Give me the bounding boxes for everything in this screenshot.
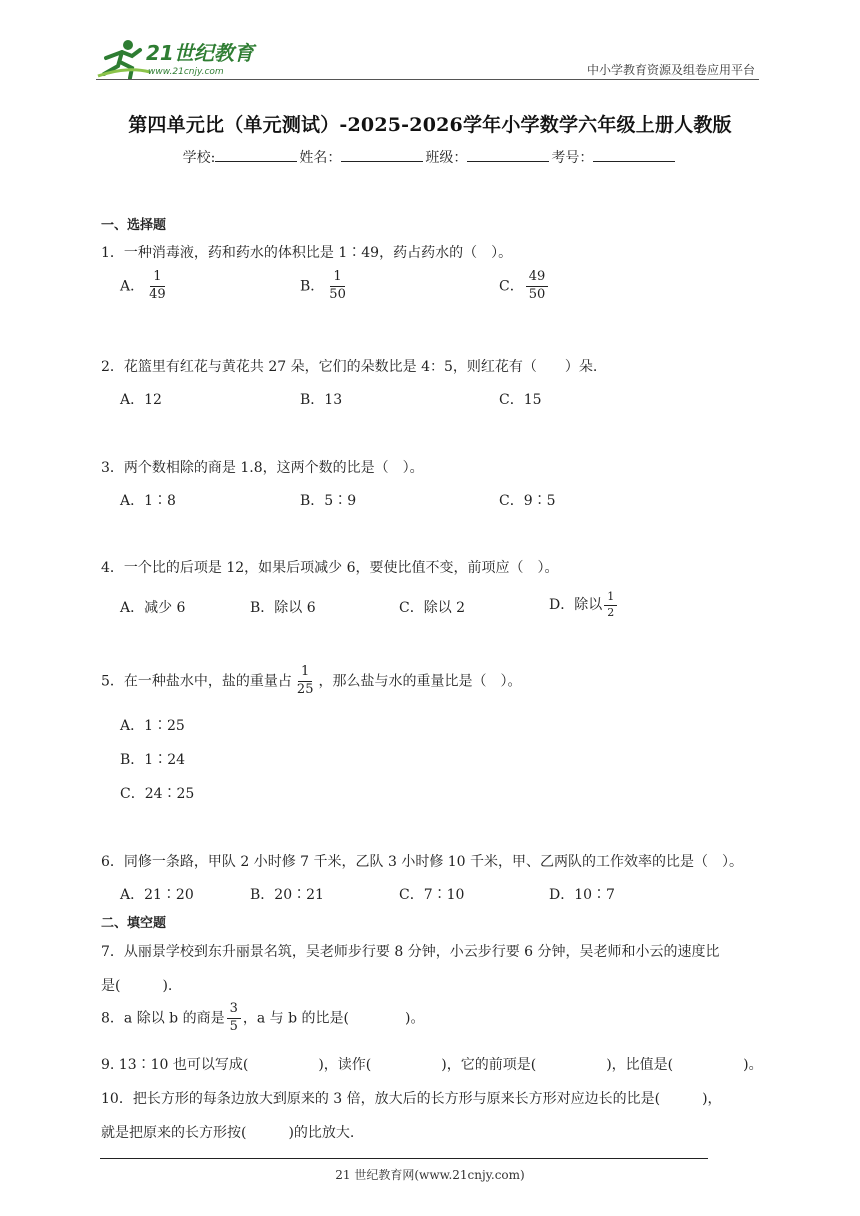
numerator: 1 <box>604 591 617 606</box>
q3-option-a[interactable]: A．1∶8 <box>120 493 176 509</box>
fraction <box>326 270 349 303</box>
q6-option-c[interactable]: C．7∶10 <box>399 887 465 903</box>
option-label: A． <box>120 278 145 295</box>
q6-option-b[interactable]: B．20∶21 <box>250 887 324 903</box>
option-label: C． <box>499 278 524 295</box>
class-label: 班级： <box>425 150 468 166</box>
q2-option-c[interactable]: C．15 <box>499 392 542 408</box>
svg-text:www.21cnjy.com: www.21cnjy.com <box>148 67 224 77</box>
q5-option-c[interactable]: C．24∶25 <box>120 786 195 802</box>
denominator: 5 <box>229 1018 238 1034</box>
question-4: 4．一个比的后项是 12，如果后项减少 6，要使比值不变，前项应（ ）。 <box>101 560 559 576</box>
denominator: 2 <box>607 605 615 619</box>
question-7-line-2: 是( ). <box>101 978 173 994</box>
question-3: 3．两个数相除的商是 1.8，这两个数的比是（ ）。 <box>101 460 424 476</box>
footer-text: 21 世纪教育网(www.21cnjy.com) <box>335 1168 525 1182</box>
site-logo <box>96 36 296 82</box>
student-info-line <box>0 147 860 167</box>
fraction <box>227 1002 241 1035</box>
q2-option-a[interactable]: A．12 <box>120 392 162 408</box>
question-text: 5．在一种盐水中，盐的重量占 <box>101 673 292 690</box>
denominator: 50 <box>528 286 546 302</box>
name-field[interactable] <box>341 149 423 162</box>
question-10-line-2: 就是把原来的长方形按( )的比放大. <box>101 1125 355 1141</box>
question-2: 2．花篮里有红花与黄花共 27 朵，它们的朵数比是 4：5，则红花有（ ）朵. <box>101 359 598 375</box>
class-field[interactable] <box>467 149 549 162</box>
option-label: D．除以 <box>549 597 603 614</box>
page-title: 第四单元比（单元测试）-2025-2026学年小学数学六年级上册人教版 <box>128 114 732 136</box>
numerator: 1 <box>330 270 344 287</box>
fraction <box>146 270 169 303</box>
fraction <box>526 270 549 303</box>
question-9: 9. 13∶10 也可以写成( )，读作( )，它的前项是( )，比值是( )。 <box>101 1057 763 1073</box>
q1-option-a[interactable] <box>120 270 171 303</box>
q4-option-b[interactable]: B．除以 6 <box>250 600 316 616</box>
q2-option-b[interactable]: B．13 <box>300 392 343 408</box>
question-7-line-1: 7．从丽景学校到东升丽景名筑，吴老师步行要 8 分钟，小云步行要 6 分钟，吴老师和小云的速度比 <box>101 944 720 960</box>
question-8 <box>101 1002 424 1035</box>
option-label: B． <box>300 278 325 295</box>
section-choice-heading: 一、选择题 <box>101 218 167 233</box>
question-1: 1．一种消毒液，药和药水的体积比是 1∶49，药占药水的（ ）。 <box>101 245 513 261</box>
q6-option-a[interactable]: A．21∶20 <box>120 887 194 903</box>
question-text: ，a 与 b 的比是( )。 <box>242 1010 425 1027</box>
exam-no-label: 考号： <box>551 150 594 166</box>
denominator: 49 <box>149 286 166 302</box>
school-label: 学校: <box>182 150 216 166</box>
q1-option-b[interactable] <box>300 270 351 303</box>
denominator: 50 <box>329 286 346 302</box>
q4-option-c[interactable]: C．除以 2 <box>399 600 466 616</box>
question-5 <box>101 665 521 698</box>
question-text: 8．a 除以 b 的商是 <box>101 1010 225 1027</box>
runner-logo-icon <box>96 36 296 82</box>
q4-option-a[interactable]: A．减少 6 <box>120 600 186 616</box>
numerator: 3 <box>227 1002 241 1019</box>
question-10-line-1: 10．把长方形的每条边放大到原来的 3 倍，放大后的长方形与原来长方形对应边长的比是( )， <box>101 1091 722 1107</box>
q4-option-d[interactable] <box>549 591 619 619</box>
q3-option-b[interactable]: B．5∶9 <box>300 493 357 509</box>
question-text: ，那么盐与水的重量比是（ ）。 <box>318 673 522 690</box>
numerator: 49 <box>526 270 549 287</box>
q5-option-a[interactable]: A．1∶25 <box>120 718 185 734</box>
footer-divider <box>100 1158 708 1159</box>
school-field[interactable] <box>215 149 297 162</box>
site-tagline: 中小学教育资源及组卷应用平台 <box>586 63 755 77</box>
question-6: 6．同修一条路，甲队 2 小时修 7 千米，乙队 3 小时修 10 千米，甲、乙两队的工作效率的比是（ ）。 <box>101 854 744 870</box>
name-label: 姓名： <box>299 150 342 166</box>
fraction <box>604 591 617 619</box>
section-fill-heading: 二、填空题 <box>101 916 167 931</box>
fraction <box>294 665 317 698</box>
denominator: 25 <box>296 681 314 697</box>
header-divider <box>96 79 759 80</box>
exam-no-field[interactable] <box>593 149 675 162</box>
svg-text:21世纪教育: 21世纪教育 <box>146 41 254 65</box>
q6-option-d[interactable]: D．10∶7 <box>549 887 615 903</box>
q3-option-c[interactable]: C．9∶5 <box>499 493 556 509</box>
numerator: 1 <box>150 270 164 287</box>
numerator: 1 <box>298 665 312 682</box>
q1-option-c[interactable] <box>499 270 550 303</box>
q5-option-b[interactable]: B．1∶24 <box>120 752 186 768</box>
